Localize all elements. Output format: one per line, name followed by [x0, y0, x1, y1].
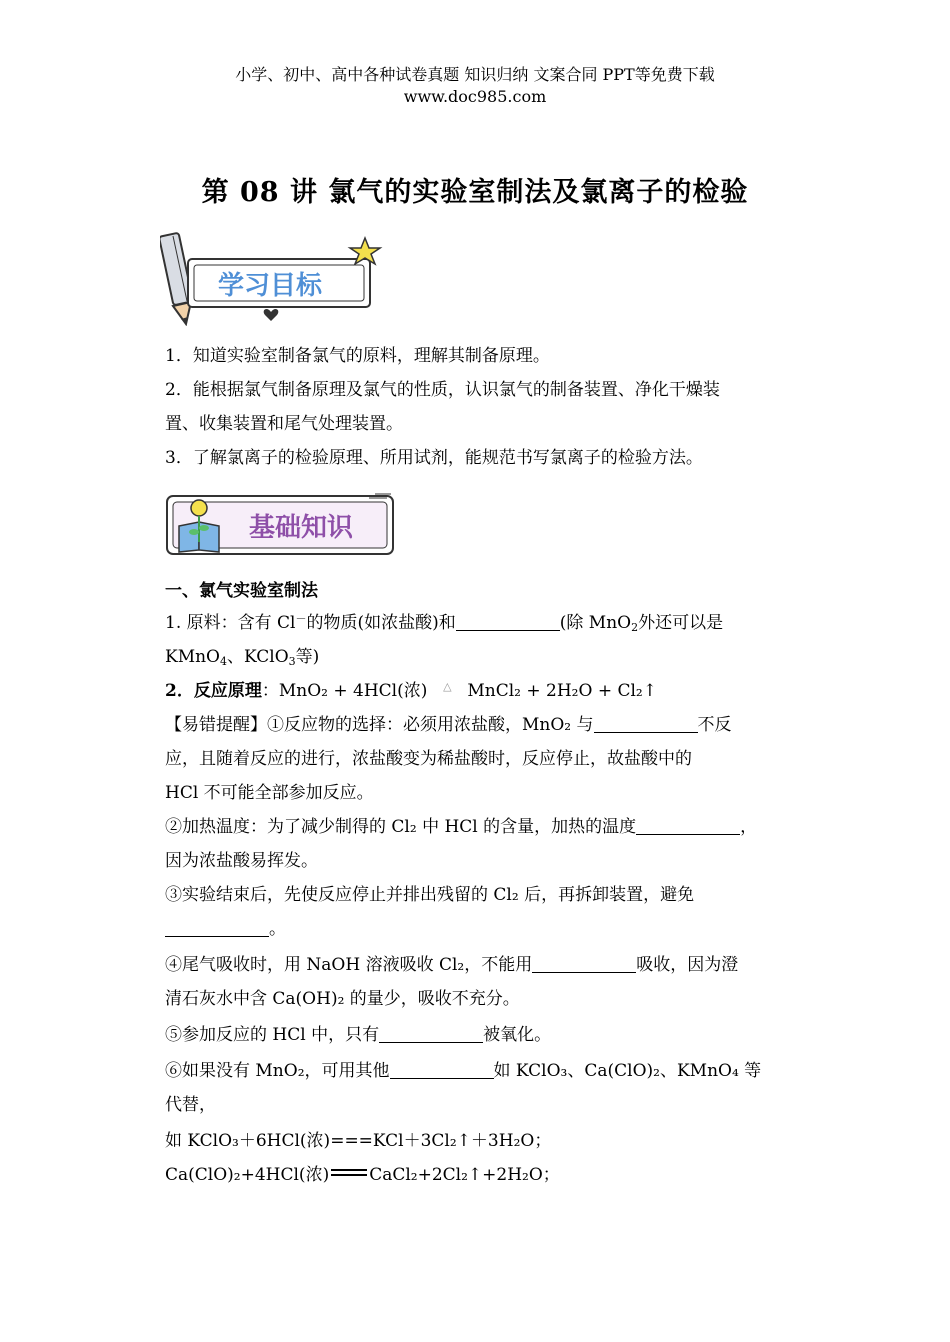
basics-badge — [163, 492, 398, 564]
equation-2: Ca(ClO)₂+4HCl(浓) CaCl₂+2Cl₂↑+2H₂O； — [165, 1165, 560, 1185]
section-body — [165, 575, 795, 1195]
tip-3-line-1: ③实验结束后，先使反应停止并排出残留的 Cl₂ 后，再拆卸装置，避免 — [165, 885, 695, 905]
basics-badge-label: 基础知识 — [249, 513, 354, 543]
tip-4-line-1: ④尾气吸收时，用 NaOH 溶液吸收 Cl₂，不能用 吸收，因为澄 — [165, 955, 739, 975]
tip-6-line-1: ⑥如果没有 MnO₂，可用其他 如 KClO₃、Ca(ClO)₂、KMnO₄ 等 — [165, 1061, 762, 1081]
site-header-url[interactable]: www.doc985.com — [403, 87, 547, 106]
answer-blank[interactable] — [379, 1024, 483, 1043]
objectives-badge — [160, 226, 390, 326]
equation-1: 如 KClO₃＋6HCl(浓)===KCl＋3Cl₂↑＋3H₂O； — [165, 1131, 552, 1151]
section-heading: 一、氯气实验室制法 — [165, 581, 318, 601]
site-header — [0, 64, 950, 108]
objective-2-cont: 置、收集装置和尾气处理装置。 — [165, 414, 403, 434]
raw-materials-line-2: KMnO$_4$、KClO$_3$等) — [165, 647, 320, 668]
answer-blank[interactable] — [594, 714, 698, 733]
equals-sign — [331, 1169, 367, 1176]
objective-3: 3．了解氯离子的检验原理、所用试剂，能规范书写氯离子的检验方法。 — [165, 448, 703, 468]
tip-4-line-2: 清石灰水中含 Ca(OH)₂ 的量少，吸收不充分。 — [165, 989, 520, 1009]
reaction-principle-line: 2．反应原理：MnO₂ + 4HCl(浓) △ MnCl₂ + 2H₂O + Cl₂↑ — [165, 679, 657, 705]
answer-blank[interactable] — [456, 612, 560, 631]
raw-materials-line: 1. 原料：含有 Cl－的物质(如浓盐酸)和 (除 MnO$_2$外还可以是 — [165, 612, 724, 634]
tip-6-line-2: 代替， — [165, 1095, 216, 1115]
heat-symbol: △ — [443, 680, 452, 693]
answer-blank[interactable] — [165, 918, 269, 937]
answer-blank[interactable] — [532, 954, 636, 973]
answer-blank[interactable] — [636, 816, 740, 835]
objective-2: 2．能根据氯气制备原理及氯气的性质，认识氯气的制备装置、净化干燥装 — [165, 380, 720, 400]
tip-1-line-1: 【易错提醒】①反应物的选择：必须用浓盐酸，MnO₂ 与 不反 — [165, 715, 732, 735]
tip-1-line-2: 应，且随着反应的进行，浓盐酸变为稀盐酸时，反应停止，故盐酸中的 — [165, 749, 692, 769]
tip-1-line-3: HCl 不可能全部参加反应。 — [165, 783, 374, 803]
heart-icon — [264, 309, 279, 321]
objectives-badge-label: 学习目标 — [218, 271, 323, 301]
tip-2-line-1: ②加热温度：为了减少制得的 Cl₂ 中 HCl 的含量，加热的温度 ， — [165, 817, 758, 837]
answer-blank[interactable] — [390, 1060, 494, 1079]
document-title: 第 08 讲 氯气的实验室制法及氯离子的检验 — [201, 177, 749, 208]
tip-5-line: ⑤参加反应的 HCl 中，只有 被氧化。 — [165, 1025, 552, 1045]
objectives-list — [165, 340, 795, 480]
site-header-line1: 小学、初中、高中各种试卷真题 知识归纳 文案合同 PPT等免费下载 — [235, 65, 715, 84]
tip-2-line-2: 因为浓盐酸易挥发。 — [165, 851, 318, 871]
tip-3-line-2: 。 — [165, 917, 286, 941]
objective-1: 1．知道实验室制备氯气的原料，理解其制备原理。 — [165, 346, 550, 366]
